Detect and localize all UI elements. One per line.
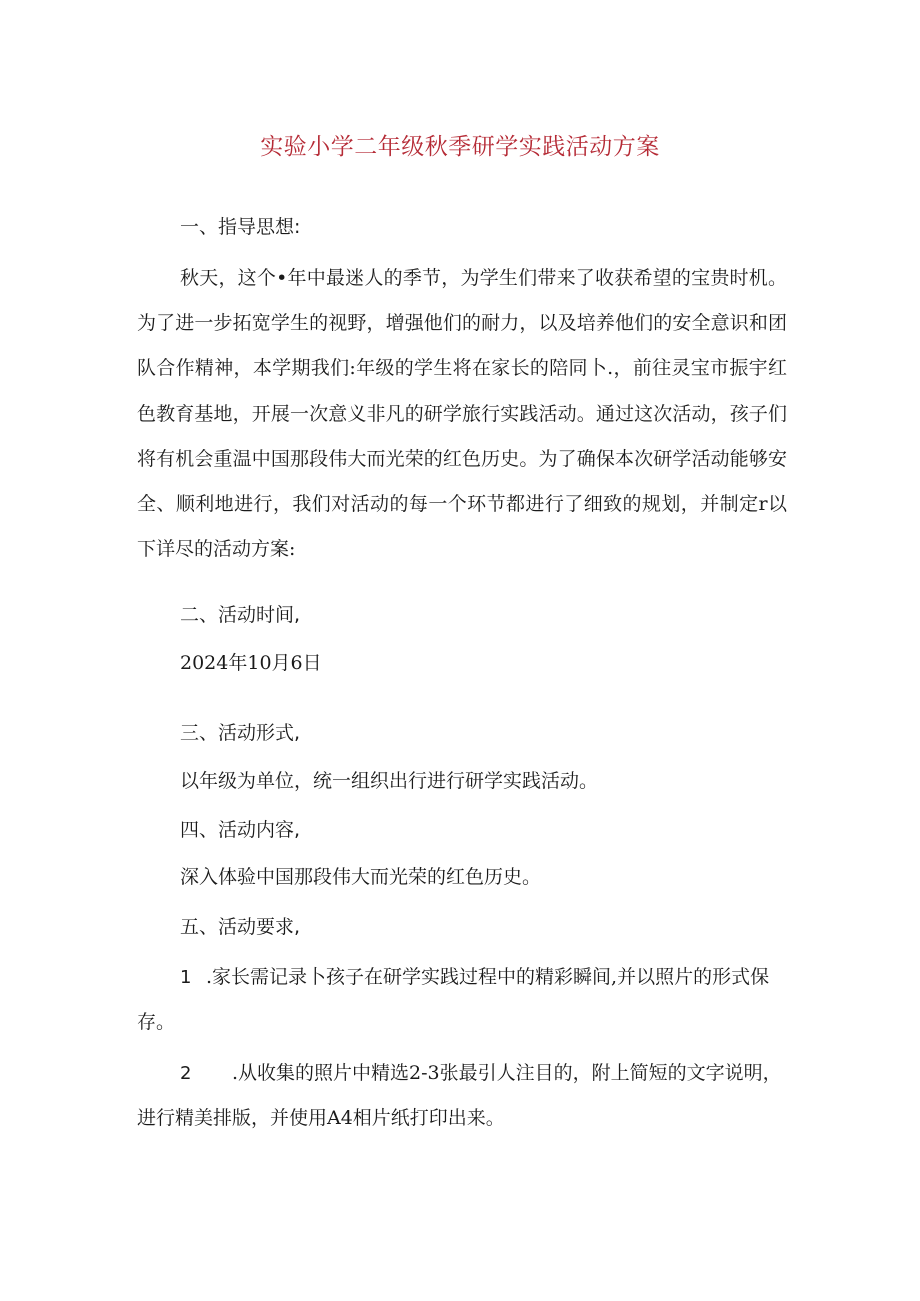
section-body-time: 2024年10月6日 bbox=[180, 652, 322, 674]
section-heading-form: 三、活动形式, bbox=[180, 722, 301, 744]
requirement-text-2: .从收集的照片中精选2-3张最引人注目的，附上简短的文字说明，进行精美排版，并使用A4相片纸打印出来。 bbox=[137, 1062, 782, 1129]
section-heading-time: 二、活动时间, bbox=[180, 604, 301, 626]
section-heading-requirements: 五、活动要求, bbox=[180, 916, 301, 938]
requirement-text-1: .家长需记录卜孩子在研学实践过程中的精彩瞬间,并以照片的形式保存。 bbox=[137, 966, 770, 1033]
section-body-content: 深入体验中国那段伟大而光荣的红色历史。 bbox=[180, 866, 542, 888]
section-body-guiding: 秋天，这个•年中最迷人的季节，为学生们带来了收获希望的宝贵时机。为了进一步拓宽学生的视野，增强他们的耐力，以及培养他们的安全意识和团队合作精神，本学期我们:年级的学生将在家长的陪同卜.，前往灵宝市振宇红色教育基地，开展一次意义非凡的研学旅行实践活动。通过这次活动，孩子们将有机会重温中国那段伟大而光荣的红色历史。为了确保本次研学活动能够安全、顺利地进行，我们对活动的每一个环节都进行了细致的规划，并制定r以下详尽的活动方案: bbox=[137, 267, 787, 561]
section-heading-guiding: 一、指导思想: bbox=[180, 216, 301, 238]
requirement-number-1: 1 bbox=[180, 967, 192, 988]
requirement-number-2: 2 bbox=[180, 1063, 192, 1084]
section-body-form: 以年级为单位，统一组织出行进行研学实践活动。 bbox=[180, 770, 599, 792]
requirement-item-1 bbox=[137, 955, 787, 1044]
document-title: 实验小学二年级秋季研学实践活动方案 bbox=[260, 134, 660, 160]
section-heading-content: 四、活动内容, bbox=[180, 819, 301, 841]
requirement-item-2 bbox=[137, 1051, 787, 1140]
